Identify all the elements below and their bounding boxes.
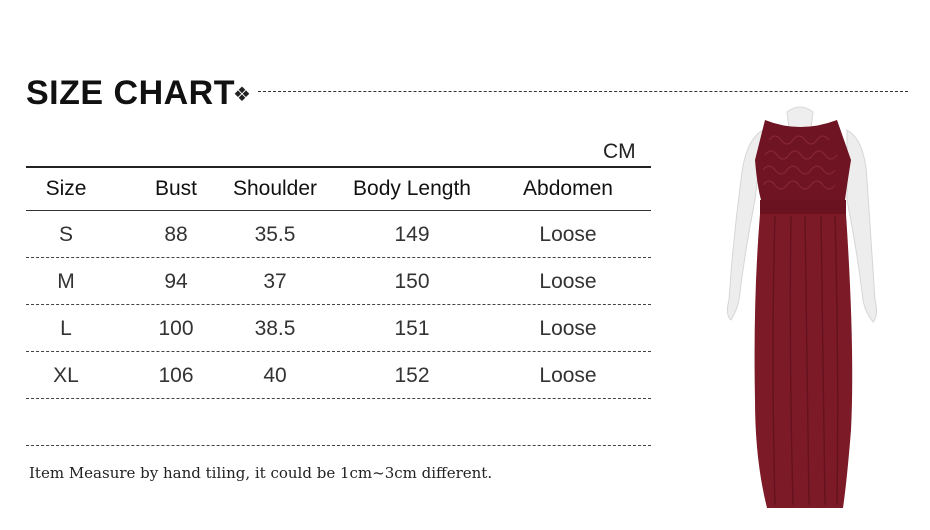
- mannequin-right-arm: [847, 130, 877, 322]
- cell-abdomen: Loose: [539, 223, 597, 246]
- column-header-size: Size: [45, 177, 87, 200]
- measurement-note: Item Measure by hand tiling, it could be 1cm~3cm different.: [29, 464, 493, 482]
- table-row: [26, 305, 651, 352]
- cell-abdomen: Loose: [539, 364, 597, 387]
- title-divider: [258, 91, 908, 92]
- cell-shoulder: 35.5: [254, 223, 296, 246]
- column-header-body-length: Body Length: [353, 177, 471, 200]
- cell-bust: 94: [164, 270, 188, 293]
- cell-abdomen: Loose: [539, 270, 597, 293]
- cell-bust: 106: [158, 364, 194, 387]
- mannequin-neck: [787, 107, 813, 128]
- dress-waistband: [760, 200, 846, 214]
- cell-shoulder: 37: [263, 270, 287, 293]
- cell-size: M: [57, 270, 75, 293]
- diamond-ornament-icon: ❖: [233, 82, 251, 106]
- table-header: [26, 166, 651, 211]
- column-header-bust: Bust: [154, 177, 198, 200]
- size-table: [26, 166, 651, 446]
- table-row-empty: [26, 399, 651, 446]
- table-row: [26, 258, 651, 305]
- unit-label: CM: [603, 140, 636, 163]
- cell-body-length: 151: [394, 317, 430, 340]
- table-row: [26, 211, 651, 258]
- column-header-abdomen: Abdomen: [523, 177, 613, 200]
- column-header-shoulder: Shoulder: [232, 177, 318, 200]
- cell-body-length: 150: [394, 270, 430, 293]
- cell-size: XL: [53, 364, 79, 387]
- cell-abdomen: Loose: [539, 317, 597, 340]
- cell-body-length: 149: [394, 223, 430, 246]
- cell-bust: 88: [164, 223, 188, 246]
- cell-size: S: [58, 223, 73, 246]
- cell-shoulder: 40: [263, 364, 287, 387]
- table-row: [26, 352, 651, 399]
- cell-size: L: [60, 317, 72, 340]
- cell-body-length: 152: [394, 364, 430, 387]
- cell-bust: 100: [158, 317, 194, 340]
- dress-product-photo: [705, 100, 895, 520]
- cell-shoulder: 38.5: [254, 317, 296, 340]
- page-title: SIZE CHART: [26, 74, 235, 112]
